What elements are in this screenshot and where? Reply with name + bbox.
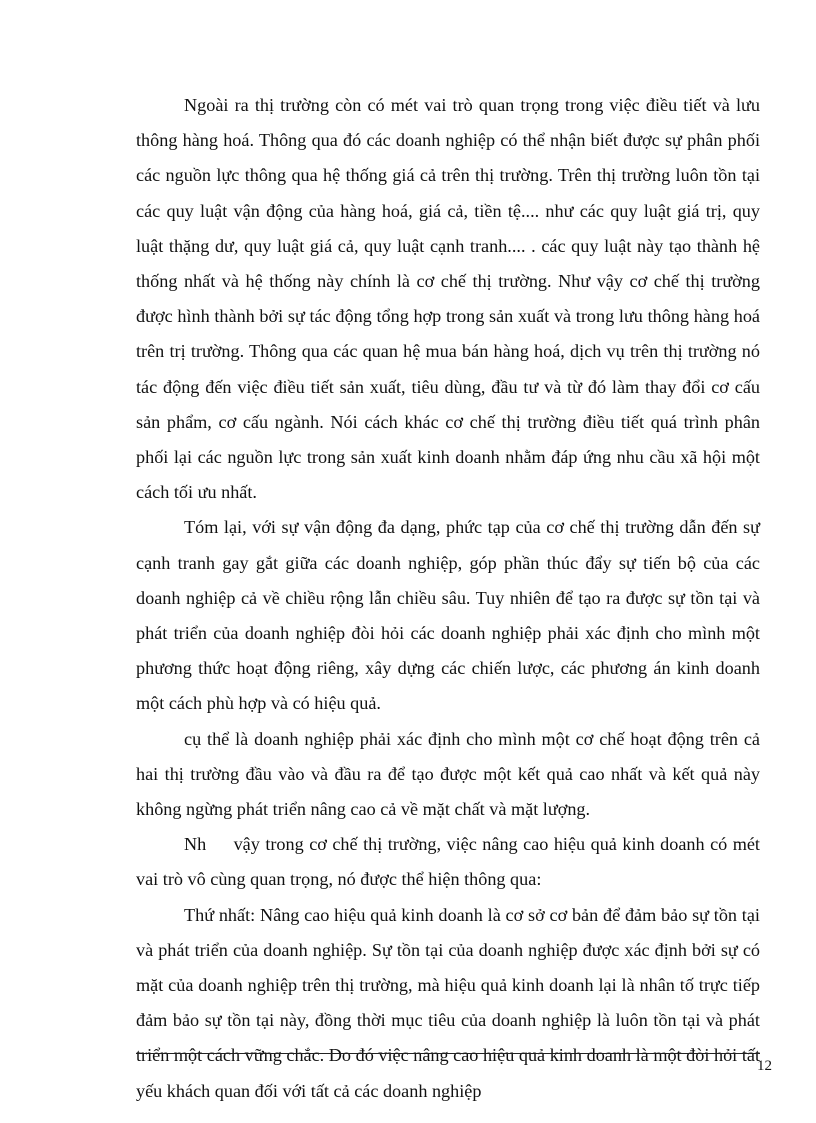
page-number: 12 xyxy=(757,1058,772,1074)
paragraph-summary: Tóm lại, với sự vận động đa dạng, phức tạp của cơ chế thị trường dẫn đến sự cạnh tranh gay gắt giữa các doanh nghiệp, góp phần thúc đẩy sự tiến bộ của các doanh nghiệp cả về chiều rộng lẫn chiều sâu. Tuy nhiên để tạo ra được sự tồn tại và phát triển của doanh nghiệp đòi hỏi các doanh nghiệp phải xác định cho mình một phương thức hoạt động riêng, xây dựng các chiến lược, các phương án kinh doanh một cách phù hợp và có hiệu quả. xyxy=(136,517,760,714)
paragraph-market-role: Ngoài ra thị trường còn có mét vai trò quan trọng trong việc điều tiết và lưu thông hàng hoá. Thông qua đó các doanh nghiệp có thể nhận biết được sự phân phối các nguồn lực thông qua hệ thống giá cả trên thị trường. Trên thị trường luôn tồn tại các quy luật vận động của hàng hoá, giá cả, tiền tệ.... như các quy luật giá trị, quy luật thặng dư, quy luật giá cả, quy luật cạnh tranh.... . các quy luật này tạo thành hệ thống nhất và hệ thống này chính là cơ chế thị trường. Như vậy cơ chế thị trường được hình thành bởi sự tác động tổng hợp trong sản xuất và trong lưu thông hàng hoá trên trị trường. Thông qua các quan hệ mua bán hàng hoá, dịch vụ trên thị trường nó tác động đến việc điều tiết sản xuất, tiêu dùng, đầu tư và từ đó làm thay đổi cơ cấu sản phẩm, cơ cấu ngành. Nói cách khác cơ chế thị trường điều tiết quá trình phân phối lại các nguồn lực trong sản xuất kinh doanh nhằm đáp ứng nhu cầu xã hội một cách tối ưu nhất. xyxy=(136,95,760,503)
footer-divider xyxy=(136,1053,760,1054)
paragraph-first-point: Thứ nhất: Nâng cao hiệu quả kinh doanh là cơ sở cơ bản để đảm bảo sự tồn tại và phát triển của doanh nghiệp. Sự tồn tại của doanh nghiệp được xác định bởi sự có mặt của doanh nghiệp trên thị trường, mà hiệu quả kinh doanh lại là nhân tố trực tiếp đảm bảo sự tồn tại này, đồng thời mục tiêu của doanh nghiệp là luôn tồn tại và phát triển một cách vững chắc. Do đó việc nâng cao hiệu quả kinh doanh là một đòi hỏi tất yếu khách quan đối với tất cả các doanh nghiệp xyxy=(136,904,760,1101)
paragraph-efficiency-role: Nh vậy trong cơ chế thị trường, việc nâng cao hiệu quả kinh doanh có mét vai trò vô cùng quan trọng, nó được thể hiện thông qua: xyxy=(136,834,765,890)
paragraph-specifics: cụ thể là doanh nghiệp phải xác định cho mình một cơ chế hoạt động trên cả hai thị trường đầu vào và đầu ra để tạo được một kết quả cao nhất và kết quả này không ngừng phát triển nâng cao cả về mặt chất và mặt lượng. xyxy=(136,728,760,820)
